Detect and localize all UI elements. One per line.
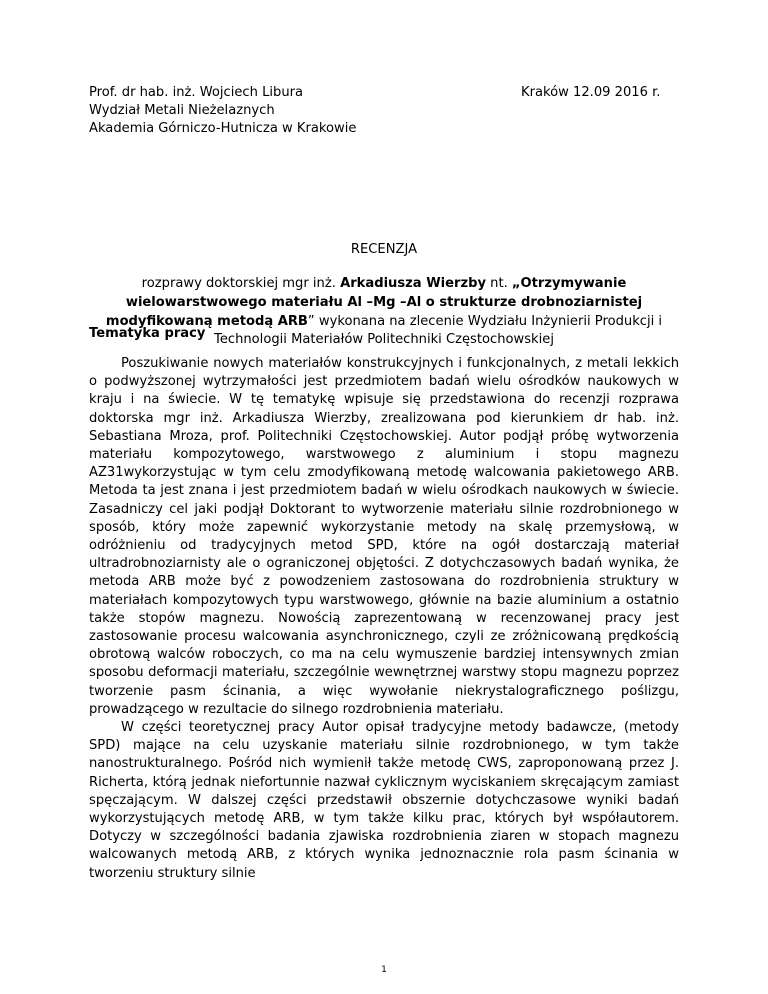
subtitle-part-2: nt.	[486, 276, 512, 291]
paragraph: W części teoretycznej pracy Autor opisał tradycyjne metody badawcze, (metody SPD) mające na celu uzyskanie materiału silnie rozdrobnionego, w tym także nanostrukturalnego. Pośród nich wymienił także metodę CWS, zaproponowaną przez J. Richerta, którą jednak niefortunnie nazwał cyklicznym wyciskaniem skręcającym zamiast spęczającym. W dalszej części przedstawił obszernie dotychczasowe wyniki badań wykorzystujących metodę ARB, w tym także kilku prac, których był współautorem. Dotyczy w szczególności badania zjawiska rozdrobnienia ziaren w stopach magnezu walcowanych metodą ARB, z których wynika jednoznacznie rola pasm ścinania w tworzeniu struktury silnie	[89, 720, 679, 881]
author-faculty: Wydział Metali Nieżelaznych	[89, 103, 275, 119]
author-block	[89, 84, 356, 139]
subtitle-part-3: ” wykonana na zlecenie Wydziału Inżynierii Produkcji i Technologii Materiałów Politechniki Częstochowskiej	[214, 313, 663, 348]
paragraph: Poszukiwanie nowych materiałów konstrukcyjnych i funkcjonalnych, z metali lekkich o podwyższonej wytrzymałości jest przedmiotem badań wielu ośrodków naukowych w kraju i na świecie. W tę tematykę wpisuje się przedstawiona do recenzji rozprawa doktorska mgr inż. Arkadiusza Wierzby, zrealizowana pod kierunkiem dr hab. inż. Sebastiana Mroza, prof. Politechniki Częstochowskiej. Autor podjął próbę wytworzenia materiału kompozytowego, warstwowego z aluminium i stopu magnezu AZ31wykorzystując w tym celu zmodyfikowaną metodę walcowania pakietowego ARB. Metoda ta jest znana i jest przedmiotem badań w wielu ośrodkach naukowych w świecie. Zasadniczy cel jaki podjął Doktorant to wytworzenie materiału silnie rozdrobnionego w sposób, który może zapewnić wykorzystanie metody na skalę przemysłową, w odróżnieniu od tradycyjnych metod SPD, które na ogół dostarczają materiał ultradrobnoziarnisty ale o ograniczonej objętości. Z dotychczasowych badań wynika, że metoda ARB może być z powodzeniem zastosowana do rozdrobnienia struktury w materiałach kompozytowych typu warstwowego, głównie na bazie aluminium a ostatnio także stopów magnezu. Nowością zaprezentowaną w recenzowanej pracy jest zastosowanie procesu walcowania asynchronicznego, czyli ze zróżnicowaną prędkością obrotową walców roboczych, co ma na celu wymuszenie bardziej intensywnych zmian sposobu deformacji materiału, szczególnie wewnętrznej warstwy stopu magnezu poprzez tworzenie pasm ścinania, a więc wywołanie niekrystalograficznego poślizgu, prowadzącego w rezultacie do silnego rozdrobnienia materiału.	[89, 356, 679, 717]
author-name: Prof. dr hab. inż. Wojciech Libura	[89, 85, 304, 100]
subtitle-part-1: rozprawy doktorskiej mgr inż.	[141, 276, 341, 291]
document-title: RECENZJA	[350, 242, 418, 257]
thesis-topic: „Otrzymywanie wielowarstwowego materiału Al –Mg –Al o strukturze drobnoziarnistej modyfikowaną metodą ARB	[105, 276, 643, 329]
place-date: Kraków 12.09 2016 r.	[521, 85, 661, 100]
candidate-name: Arkadiusza Wierzby	[340, 276, 486, 291]
section-heading: Tematyka pracy	[89, 326, 206, 341]
body-text	[89, 355, 679, 883]
page-number: 1	[381, 965, 387, 975]
author-university: Akademia Górniczo-Hutnicza w Krakowie	[89, 121, 357, 137]
